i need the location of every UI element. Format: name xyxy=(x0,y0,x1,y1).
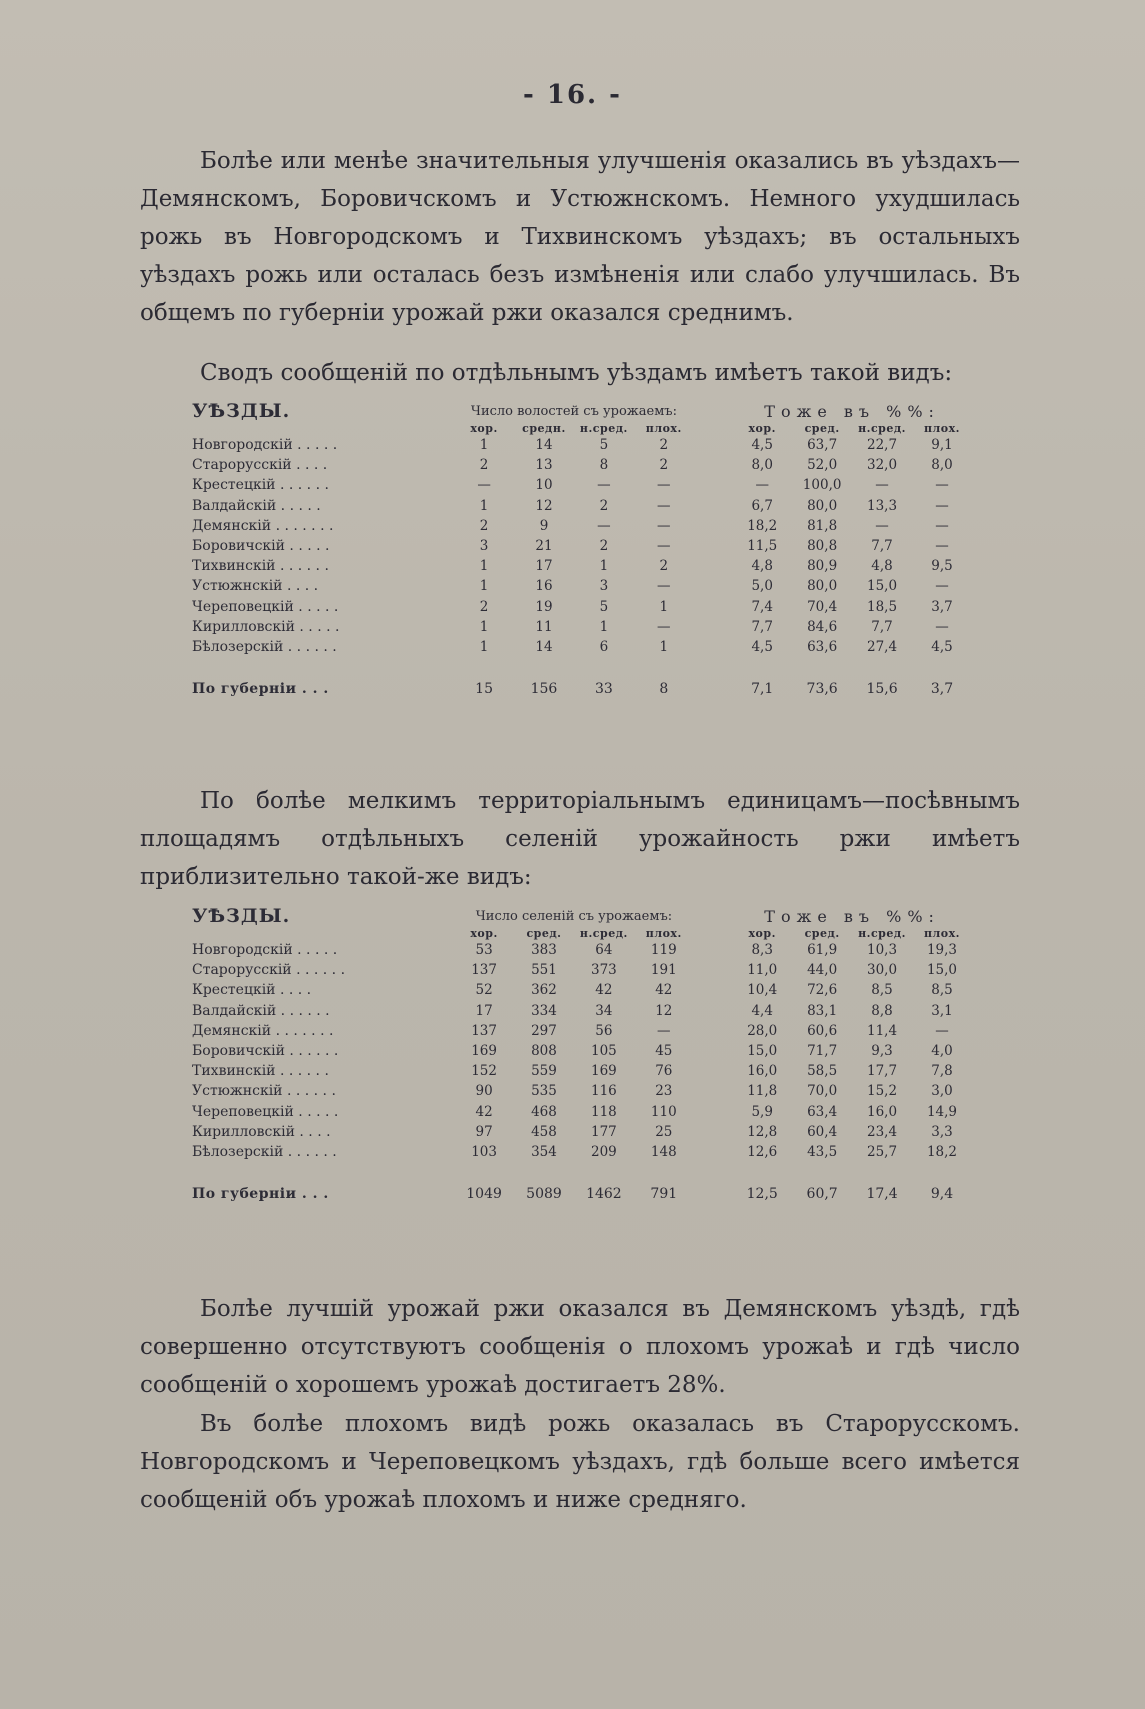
table-cell: 19 xyxy=(535,598,553,615)
table-cell: 21 xyxy=(535,538,553,555)
subheader-cell: сред. xyxy=(526,927,562,940)
table-row xyxy=(192,556,972,576)
table-cell: — xyxy=(477,477,491,494)
uezd-name: Старорусскій . . . . . . xyxy=(192,962,346,979)
table-row xyxy=(192,940,972,960)
table-cell: 12,6 xyxy=(747,1143,778,1160)
table-row xyxy=(192,576,972,596)
table-cell: 1 xyxy=(479,497,489,514)
uezd-name: Тихвинскій . . . . . . xyxy=(192,558,329,575)
table-cell: 7,8 xyxy=(931,1063,953,1080)
table-cell: 535 xyxy=(531,1083,557,1100)
table-cell: — xyxy=(657,578,671,595)
table-cell: 76 xyxy=(655,1063,673,1080)
table-cell: 63,6 xyxy=(807,638,838,655)
table-cell: 1 xyxy=(479,618,489,635)
table-cell: 44,0 xyxy=(807,962,838,979)
table-cell: 27,4 xyxy=(867,638,898,655)
table-row xyxy=(192,1102,972,1122)
table-row xyxy=(192,960,972,980)
table-cell: 9,4 xyxy=(930,1186,954,1203)
table-cell: 2 xyxy=(479,457,489,474)
table-cell: 22,7 xyxy=(867,437,898,454)
table-cell: 1 xyxy=(479,558,489,575)
table-cell: 1 xyxy=(479,578,489,595)
uezd-name: Боровичскій . . . . . . xyxy=(192,1043,339,1060)
table-cell: — xyxy=(935,497,949,514)
table-cell: 4,5 xyxy=(931,638,953,655)
table-cell: 3 xyxy=(599,578,609,595)
header-group-counts: Число волостей съ урожаемъ: xyxy=(470,403,677,419)
table-cell: — xyxy=(597,517,611,534)
subheader-cell: средн. xyxy=(522,422,566,435)
table-cell: 18,2 xyxy=(747,517,778,534)
uezd-name: Кирилловскій . . . . xyxy=(192,1123,331,1140)
table-cell: 72,6 xyxy=(807,982,838,999)
table-cell: — xyxy=(657,497,671,514)
total-row xyxy=(192,657,972,699)
table-cell: 5 xyxy=(599,598,609,615)
subheader-cell: хор. xyxy=(470,927,498,940)
subheader-cell: н.сред. xyxy=(579,422,628,435)
table-cell: 9,5 xyxy=(931,558,953,575)
table-cell: 84,6 xyxy=(807,618,838,635)
table-cell: 8,5 xyxy=(871,982,893,999)
subheader-cell: н.сред. xyxy=(579,927,628,940)
table-cell: 7,4 xyxy=(751,598,773,615)
table-cell: — xyxy=(875,477,889,494)
table-cell: 53 xyxy=(475,942,493,959)
table-cell: 2 xyxy=(659,457,669,474)
table-cell: 1 xyxy=(659,638,669,655)
table-cell: 152 xyxy=(471,1063,497,1080)
table-cell: 83,1 xyxy=(807,1002,838,1019)
header-uezdy: УѢЗДЫ. xyxy=(192,400,291,422)
table-cell: 297 xyxy=(531,1022,557,1039)
table-cell: 1 xyxy=(479,638,489,655)
table-cell: 8,3 xyxy=(751,942,773,959)
subheader-row xyxy=(192,422,972,435)
table-cell: — xyxy=(755,477,769,494)
table-cell: — xyxy=(935,1022,949,1039)
table-cell: 80,0 xyxy=(807,578,838,595)
table-cell: 63,7 xyxy=(807,437,838,454)
table-cell: 15,0 xyxy=(867,578,898,595)
table-cell: 4,5 xyxy=(751,437,773,454)
table-cell: 16,0 xyxy=(747,1063,778,1080)
uezd-name: Бѣлозерскій . . . . . . xyxy=(192,1143,337,1160)
table-cell: — xyxy=(657,517,671,534)
table-cell: 25,7 xyxy=(867,1143,898,1160)
table-row xyxy=(192,496,972,516)
table-cell: 4,0 xyxy=(931,1043,953,1060)
table-row xyxy=(192,597,972,617)
table-cell: 71,7 xyxy=(807,1043,838,1060)
table-cell: 60,7 xyxy=(806,1186,838,1203)
table-cell: 209 xyxy=(591,1143,617,1160)
table-cell: 7,7 xyxy=(871,538,893,555)
table-cell: 73,6 xyxy=(806,681,838,698)
table-cell: — xyxy=(935,517,949,534)
uezd-name: Тихвинскій . . . . . . xyxy=(192,1063,329,1080)
table-cell: 45 xyxy=(655,1043,673,1060)
table-cell: 1 xyxy=(659,598,669,615)
table-cell: 1 xyxy=(599,558,609,575)
table-settlements xyxy=(192,905,972,1204)
table-cell: 80,8 xyxy=(807,538,838,555)
table-cell: 3,3 xyxy=(931,1123,953,1140)
table-cell: 56 xyxy=(595,1022,613,1039)
table-cell: 19,3 xyxy=(926,942,958,959)
table-cell: 7,7 xyxy=(871,618,893,635)
table-cell: 2 xyxy=(659,437,669,454)
table-cell: 80,9 xyxy=(807,558,838,575)
subheader-cell: плох. xyxy=(645,927,682,940)
header-group-percent: Тоже въ %%: xyxy=(764,401,940,421)
subheader-cell: сред. xyxy=(804,422,840,435)
uezd-name: Демянскій . . . . . . . xyxy=(192,1022,334,1039)
table-row xyxy=(192,1061,972,1081)
table-cell: 70,0 xyxy=(807,1083,838,1100)
table-row xyxy=(192,617,972,637)
table-cell: 12,5 xyxy=(746,1186,778,1203)
table-cell: 169 xyxy=(471,1043,497,1060)
table-cell: 116 xyxy=(591,1083,617,1100)
table-cell: 11,4 xyxy=(867,1022,898,1039)
table-cell: 15 xyxy=(475,681,493,698)
table-cell: 34 xyxy=(595,1002,613,1019)
table-cell: 2 xyxy=(599,497,609,514)
table-cell: 1462 xyxy=(586,1186,622,1203)
table-cell: 13,3 xyxy=(867,497,898,514)
header-group-percent: Тоже въ %%: xyxy=(764,906,940,926)
table-cell: 362 xyxy=(531,982,557,999)
table-cell: 81,8 xyxy=(807,517,838,534)
uezd-name: Крестецкій . . . . xyxy=(192,982,312,999)
page-number: - 16. - xyxy=(523,80,622,110)
table-cell: 3,0 xyxy=(931,1083,953,1100)
total-label: По губерніи . . . xyxy=(192,1186,329,1203)
table-cell: 137 xyxy=(471,962,497,979)
subheader-cell: плох. xyxy=(923,927,961,940)
table-row xyxy=(192,536,972,556)
table-cell: 137 xyxy=(471,1022,497,1039)
table-cell: 6 xyxy=(599,638,609,655)
table-cell: 110 xyxy=(650,1103,677,1120)
table-row xyxy=(192,1001,972,1021)
table-cell: 808 xyxy=(531,1043,557,1060)
table-cell: 11,8 xyxy=(747,1083,778,1100)
table-cell: 169 xyxy=(591,1063,617,1080)
total-row xyxy=(192,1162,972,1204)
header-group-counts: Число селеній съ урожаемъ: xyxy=(475,908,673,924)
table-cell: 354 xyxy=(531,1143,557,1160)
table-cell: 11,5 xyxy=(747,538,778,555)
uezd-name: Демянскій . . . . . . . xyxy=(192,517,334,534)
table-cell: 5089 xyxy=(526,1186,562,1203)
table-cell: 61,9 xyxy=(807,942,838,959)
table-cell: 559 xyxy=(531,1063,557,1080)
table-cell: 17,7 xyxy=(867,1063,898,1080)
table-cell: — xyxy=(657,618,671,635)
table-cell: 105 xyxy=(591,1043,617,1060)
table-cell: 9 xyxy=(539,517,549,534)
table-cell: — xyxy=(935,618,949,635)
table-cell: 8,0 xyxy=(751,457,773,474)
table-cell: 11,0 xyxy=(747,962,778,979)
table-cell: — xyxy=(597,477,611,494)
table-row xyxy=(192,1041,972,1061)
table-cell: 11 xyxy=(535,618,553,635)
table-cell: 2 xyxy=(479,598,489,615)
table-cell: 63,4 xyxy=(807,1103,838,1120)
table-cell: 458 xyxy=(531,1123,557,1140)
table-cell: 14 xyxy=(535,638,553,655)
uezd-name: Бѣлозерскій . . . . . . xyxy=(192,638,337,655)
table-cell: 334 xyxy=(531,1002,557,1019)
table-cell: 3,7 xyxy=(930,681,954,698)
table-cell: 1 xyxy=(479,437,489,454)
table-cell: 18,2 xyxy=(926,1143,958,1160)
table-cell: 7,1 xyxy=(751,681,774,698)
header-uezdy: УѢЗДЫ. xyxy=(192,905,291,927)
table-cell: 16 xyxy=(535,578,553,595)
table-cell: 97 xyxy=(475,1123,493,1140)
table-cell: 148 xyxy=(650,1143,677,1160)
table-cell: 16,0 xyxy=(867,1103,898,1120)
table-cell: — xyxy=(935,578,949,595)
table-cell: 4,8 xyxy=(751,558,773,575)
subheader-cell: хор. xyxy=(748,422,776,435)
table-row xyxy=(192,435,972,455)
table-row xyxy=(192,1021,972,1041)
table-cell: 373 xyxy=(591,962,617,979)
table-cell: 15,0 xyxy=(747,1043,778,1060)
table-cell: 18,5 xyxy=(867,598,898,615)
table-cell: 58,5 xyxy=(807,1063,838,1080)
table-cell: 383 xyxy=(531,942,557,959)
uezd-name: Крестецкій . . . . . . xyxy=(192,477,329,494)
table-cell: 60,4 xyxy=(807,1123,838,1140)
table-cell: 6,7 xyxy=(751,497,773,514)
paragraph-table1-caption: Сводъ сообщеній по отдѣльнымъ уѣздамъ имѣетъ такой видъ: xyxy=(200,360,953,386)
uezd-name: Боровичскій . . . . . xyxy=(192,538,330,555)
uezd-name: Кирилловскій . . . . . xyxy=(192,618,340,635)
table-cell: 119 xyxy=(650,942,677,959)
uezd-name: Череповецкій . . . . . xyxy=(192,598,339,615)
table-cell: 42 xyxy=(475,1103,493,1120)
table-cell: 5,0 xyxy=(751,578,773,595)
table-cell: 25 xyxy=(655,1123,673,1140)
table-cell: 17 xyxy=(535,558,553,575)
table-cell: 32,0 xyxy=(867,457,898,474)
table-cell: 7,7 xyxy=(751,618,773,635)
paragraph-worst-harvest: Въ болѣе плохомъ видѣ рожь оказалась въ Старорусскомъ. Новгородскомъ и Череповецкомъ уѣздахъ, гдѣ больше всего имѣется сообщеній объ урожаѣ плохомъ и ниже средняго. xyxy=(140,1411,1020,1513)
table-cell: 9,3 xyxy=(871,1043,893,1060)
subheader-cell: плох. xyxy=(923,422,961,435)
table-cell: — xyxy=(657,538,671,555)
table-cell: 23,4 xyxy=(867,1123,898,1140)
subheader-cell: н.сред. xyxy=(858,422,906,435)
table-cell: 12 xyxy=(535,497,553,514)
table-cell: 15,0 xyxy=(926,962,958,979)
subheader-cell: сред. xyxy=(804,927,840,940)
table-cell: 2 xyxy=(479,517,489,534)
table-cell: 12 xyxy=(655,1002,673,1019)
table-cell: 177 xyxy=(591,1123,617,1140)
table-cell: 80,0 xyxy=(807,497,838,514)
table-cell: 60,6 xyxy=(807,1022,838,1039)
table-cell: 8 xyxy=(599,457,609,474)
table-cell: 90 xyxy=(475,1083,493,1100)
table-cell: 10,3 xyxy=(867,942,898,959)
subheader-cell: хор. xyxy=(470,422,498,435)
table-cell: 42 xyxy=(655,982,673,999)
table-cell: — xyxy=(935,477,949,494)
table-volosts xyxy=(192,400,972,699)
table-cell: 156 xyxy=(530,681,558,698)
table-cell: 30,0 xyxy=(867,962,898,979)
table-row xyxy=(192,637,972,657)
table-cell: 8,5 xyxy=(931,982,953,999)
table-cell: 468 xyxy=(531,1103,557,1120)
table-cell: 8,8 xyxy=(871,1002,893,1019)
uezd-name: Устюжнскій . . . . xyxy=(192,578,319,595)
total-label: По губерніи . . . xyxy=(192,681,329,698)
table-cell: 3,1 xyxy=(931,1002,953,1019)
table-cell: 17,4 xyxy=(866,1186,898,1203)
table-cell: 5,9 xyxy=(751,1103,773,1120)
table-cell: 1049 xyxy=(466,1186,502,1203)
table-cell: — xyxy=(657,477,671,494)
table-cell: 8,0 xyxy=(931,457,953,474)
table-row xyxy=(192,475,972,495)
table-row xyxy=(192,1081,972,1101)
paragraph-best-harvest: Болѣе лучшій урожай ржи оказался въ Демянскомъ уѣздѣ, гдѣ совершенно отсутствуютъ сообщенія о плохомъ урожаѣ и гдѣ число сообщеній о хорошемъ урожаѣ достигаетъ 28%. xyxy=(140,1296,1020,1398)
table-cell: 103 xyxy=(471,1143,497,1160)
uezd-name: Череповецкій . . . . . xyxy=(192,1103,339,1120)
table-cell: 10,4 xyxy=(747,982,778,999)
table-cell: 9,1 xyxy=(931,437,953,454)
uezd-name: Старорусскій . . . . xyxy=(192,457,328,474)
table-cell: 2 xyxy=(659,558,669,575)
table-cell: 10 xyxy=(535,477,553,494)
table-cell: 118 xyxy=(591,1103,617,1120)
table-cell: — xyxy=(657,1022,671,1039)
table-cell: 15,2 xyxy=(867,1083,898,1100)
table-cell: 14 xyxy=(535,437,553,454)
subheader-cell: хор. xyxy=(748,927,776,940)
table-cell: 43,5 xyxy=(807,1143,838,1160)
table-cell: 191 xyxy=(650,962,677,979)
table-cell: 2 xyxy=(599,538,609,555)
table-cell: 33 xyxy=(594,681,613,698)
table-row xyxy=(192,516,972,536)
table-cell: 100,0 xyxy=(802,477,842,494)
table-cell: — xyxy=(935,538,949,555)
table-cell: 4,4 xyxy=(751,1002,773,1019)
uezd-name: Валдайскій . . . . . xyxy=(192,497,321,514)
table-cell: 13 xyxy=(535,457,553,474)
table-cell: 42 xyxy=(595,982,613,999)
table-cell: 17 xyxy=(475,1002,493,1019)
table-cell: 5 xyxy=(599,437,609,454)
table-cell: 52,0 xyxy=(807,457,838,474)
table-cell: 64 xyxy=(595,942,613,959)
paragraph-table2-caption: По болѣе мелкимъ территоріальнымъ единицамъ—посѣвнымъ площадямъ отдѣльныхъ селеній урожайность ржи имѣетъ приблизительно такой-же видъ: xyxy=(140,788,1020,890)
table-row xyxy=(192,980,972,1000)
table-row xyxy=(192,1122,972,1142)
subheader-row xyxy=(192,927,972,940)
table-cell: 12,8 xyxy=(747,1123,778,1140)
table-cell: 70,4 xyxy=(807,598,838,615)
uezd-name: Устюжнскій . . . . . . xyxy=(192,1083,336,1100)
table-cell: 8 xyxy=(659,681,669,698)
table-cell: 14,9 xyxy=(926,1103,958,1120)
subheader-cell: н.сред. xyxy=(858,927,906,940)
table-cell: 15,6 xyxy=(866,681,898,698)
table-cell: 23 xyxy=(655,1083,673,1100)
table-cell: 791 xyxy=(650,1186,678,1203)
uezd-name: Новгородскій . . . . . xyxy=(192,437,338,454)
table-cell: 4,8 xyxy=(871,558,893,575)
uezd-name: Валдайскій . . . . . . xyxy=(192,1002,330,1019)
table-cell: 3 xyxy=(479,538,489,555)
table-cell: 52 xyxy=(475,982,493,999)
table-row xyxy=(192,1142,972,1162)
table-cell: 4,5 xyxy=(751,638,773,655)
table-cell: 3,7 xyxy=(931,598,953,615)
subheader-cell: плох. xyxy=(645,422,682,435)
paragraph-intro: Болѣе или менѣе значительныя улучшенія оказались въ уѣздахъ—Демянскомъ, Боровичскомъ и Устюжнскомъ. Немного ухудшилась рожь въ Новгородскомъ и Тихвинскомъ уѣздахъ; въ остальныхъ уѣздахъ рожь или осталась безъ измѣненія или слабо улучшилась. Въ общемъ по губерніи урожай ржи оказался среднимъ. xyxy=(140,148,1020,326)
table-cell: 28,0 xyxy=(747,1022,778,1039)
table-row xyxy=(192,455,972,475)
uezd-name: Новгородскій . . . . . xyxy=(192,942,338,959)
table-cell: 1 xyxy=(599,618,609,635)
table-cell: 551 xyxy=(531,962,557,979)
table-cell: — xyxy=(875,517,889,534)
